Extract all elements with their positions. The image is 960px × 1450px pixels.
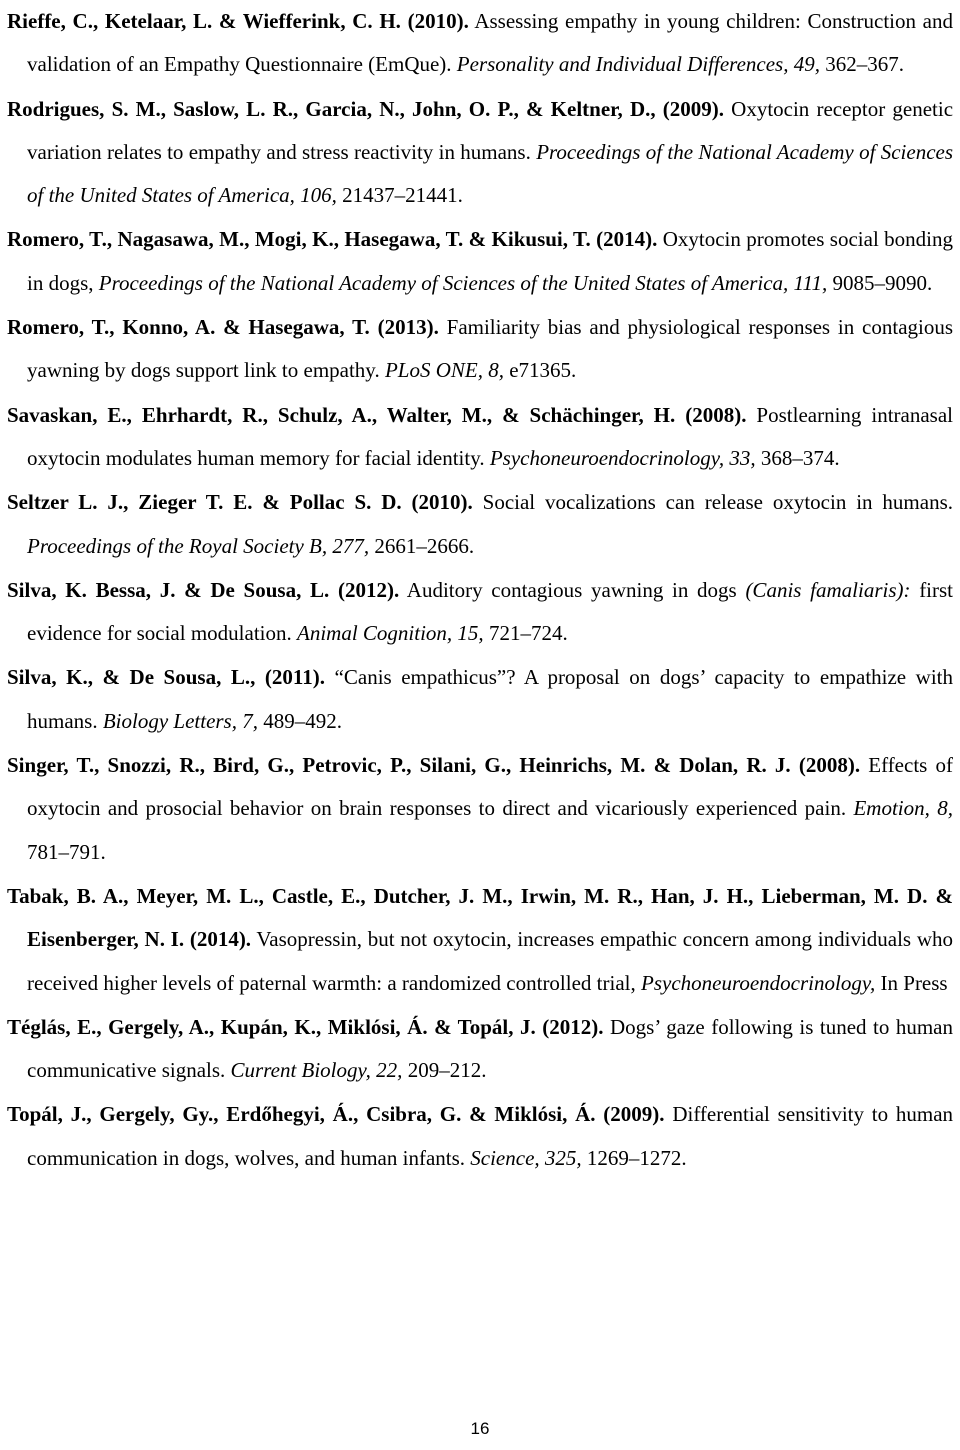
- reference-entry: [7, 744, 953, 874]
- reference-title: Vasopressin, but not oxytocin, increases empathic concern among individuals who received higher levels of paternal warmth: a randomized controlled trial,: [27, 927, 953, 995]
- reference-source: PLoS ONE, 8,: [384, 358, 504, 383]
- reference-pages: 781–791.: [27, 839, 106, 864]
- reference-source: Personality and Individual Differences, 49,: [456, 52, 820, 77]
- reference-entry: [7, 394, 953, 481]
- reference-source: Current Biology, 22,: [230, 1058, 403, 1083]
- reference-entry: [7, 0, 953, 87]
- reference-pages: 9085–9090.: [832, 270, 933, 295]
- reference-title: Effects of oxytocin and prosocial behavior on brain responses to direct and vicariously experienced pain.: [27, 753, 953, 821]
- reference-title: Auditory contagious yawning in dogs: [406, 577, 737, 602]
- reference-title: Dogs’ gaze following is tuned to human communicative signals.: [27, 1014, 954, 1083]
- reference-title: Assessing empathy in young children: Construction and validation of an Empathy Questionnaire (EmQue).: [27, 9, 953, 77]
- reference-pages: 362–367.: [825, 52, 904, 77]
- reference-list: [7, 0, 953, 1181]
- reference-authors: Téglás, E., Gergely, A., Kupán, K., Miklósi, Á. & Topál, J. (2012).: [7, 1014, 604, 1039]
- reference-title: Social vocalizations can release oxytocin in humans.: [482, 490, 953, 515]
- reference-title-end: first evidence for social modulation.: [27, 577, 954, 646]
- reference-source: Psychoneuroendocrinology, 33,: [489, 445, 756, 470]
- reference-entry: [7, 481, 953, 568]
- reference-authors: Topál, J., Gergely, Gy., Erdőhegyi, Á., Csibra, G. & Miklósi, Á. (2009).: [7, 1102, 665, 1127]
- reference-entry: [7, 1093, 953, 1180]
- reference-authors: Silva, K. Bessa, J. & De Sousa, L. (2012).: [7, 577, 400, 602]
- reference-source: Science, 325,: [470, 1145, 582, 1170]
- reference-title: Familiarity bias and physiological responses in contagious yawning by dogs support link to empathy.: [27, 315, 954, 383]
- reference-source: Proceedings of the Royal Society B, 277,: [27, 533, 370, 558]
- reference-pages: 21437–21441.: [342, 183, 463, 208]
- reference-entry: [7, 569, 953, 656]
- reference-title: Differential sensitivity to human communication in dogs, wolves, and human infants.: [27, 1102, 954, 1170]
- reference-pages: 489–492.: [263, 708, 342, 733]
- reference-authors: Singer, T., Snozzi, R., Bird, G., Petrovic, P., Silani, G., Heinrichs, M. & Dolan, R. J. (2008).: [7, 753, 861, 778]
- reference-source: Biology Letters, 7,: [102, 708, 258, 733]
- reference-pages: 209–212.: [407, 1058, 487, 1083]
- reference-pages: 1269–1272.: [586, 1145, 687, 1170]
- reference-entry: [7, 88, 953, 218]
- reference-source: Psychoneuroendocrinology,: [641, 970, 876, 995]
- reference-title: Postlearning intranasal oxytocin modulates human memory for facial identity.: [27, 402, 954, 470]
- reference-entry: [7, 306, 953, 393]
- reference-pages: In Press: [880, 970, 948, 995]
- reference-authors: Romero, T., Nagasawa, M., Mogi, K., Hasegawa, T. & Kikusui, T. (2014).: [7, 227, 658, 252]
- reference-title: Oxytocin receptor genetic variation relates to empathy and stress reactivity in humans.: [27, 96, 954, 164]
- reference-title: “Canis empathicus”? A proposal on dogs’ capacity to empathize with humans.: [27, 665, 953, 733]
- reference-species-name: (Canis famaliaris):: [745, 577, 911, 602]
- page-number: 16: [470, 1419, 490, 1438]
- reference-title: Oxytocin promotes social bonding in dogs,: [27, 227, 953, 295]
- reference-authors: Savaskan, E., Ehrhardt, R., Schulz, A., Walter, M., & Schächinger, H. (2008).: [7, 402, 747, 427]
- reference-authors: Seltzer L. J., Zieger T. E. & Pollac S. D. (2010).: [7, 490, 473, 515]
- reference-source: Animal Cognition, 15,: [297, 621, 484, 646]
- reference-source: Proceedings of the National Academy of Sciences of the United States of America, 111,: [98, 270, 828, 295]
- reference-authors: Silva, K., & De Sousa, L., (2011).: [7, 665, 325, 690]
- reference-source: Proceedings of the National Academy of Sciences of the United States of America, 106,: [27, 139, 954, 208]
- reference-source: Emotion, 8,: [853, 796, 953, 821]
- reference-pages: 2661–2666.: [374, 533, 475, 558]
- reference-pages: e71365.: [509, 358, 577, 383]
- reference-entry: [7, 875, 953, 1005]
- reference-entry: [7, 656, 953, 743]
- reference-entry: [7, 218, 953, 305]
- reference-authors: Tabak, B. A., Meyer, M. L., Castle, E., Dutcher, J. M., Irwin, M. R., Han, J. H., Lieberman, M. D. & Eisenberger, N. I. (2014).: [7, 883, 953, 952]
- reference-pages: 368–374.: [760, 445, 840, 470]
- reference-authors: Romero, T., Konno, A. & Hasegawa, T. (2013).: [7, 315, 439, 340]
- reference-authors: Rieffe, C., Ketelaar, L. & Wiefferink, C. H. (2010).: [7, 9, 469, 33]
- reference-entry: [7, 1006, 953, 1093]
- reference-pages: 721–724.: [488, 621, 568, 646]
- reference-authors: Rodrigues, S. M., Saslow, L. R., Garcia, N., John, O. P., & Keltner, D., (2009).: [7, 96, 724, 121]
